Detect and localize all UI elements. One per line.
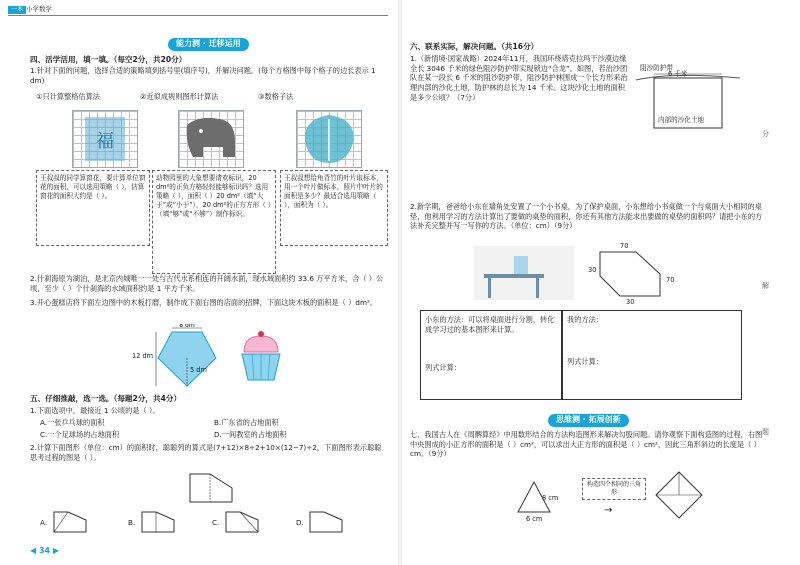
xiaodong-method-box — [420, 310, 562, 400]
shape-label-c[interactable]: C. — [212, 518, 220, 527]
option-c[interactable]: C.一个足球场的占地面积 — [40, 430, 120, 439]
card-window-flower: 王叔叔的同学算窗花，要计算单位窗花的面积，可以选用策略（ ），估算窗花的面积大约是（ ）。 — [36, 170, 150, 246]
option-a[interactable]: A.一张乒乓球的面积 — [40, 418, 105, 427]
board-dim-top: 8 dm — [179, 324, 195, 329]
construct-note: 构造四个相同的三角形 — [582, 478, 646, 500]
desk-dim-right: 70 — [666, 276, 675, 284]
desk-photo — [474, 246, 574, 300]
my-method-calc: 列式计算： — [567, 357, 603, 366]
section4-q2: 2.什刹海原为湖泊，是北京内城唯一一处与古代水系相连的开阔水面，现水域面积约 33.6 万平方米，合（ ）公顷，至少（ ）个什刹海的水域面积约是 1 平方千米。 — [30, 274, 384, 293]
xiaodong-method-text: 小东的方法：可以将桌面进行分割，转化成学习过的基本图形来计算。 — [425, 315, 555, 334]
section6-q2: 2.新学期，爸爸给小东在墙角处安置了一个小书桌，为了保护桌面，小东想给小书桌做一个与桌面大小相同的桌垫，他利用学习的方法计算出了要做的桌垫的面积，你还有其他方法能求出要做的桌垫的面积吗？请把小东的方法补充完整并写一写你的方法。（单位：cm）（9分） — [410, 202, 763, 231]
window-flower-grid — [72, 110, 138, 168]
section4-q3: 3.开心蛋糕店将下面左边图中的木板打磨，制作成下面右图的店面的招牌，下面这块木板的面积是（ ）dm²。 — [30, 298, 378, 307]
section4-title: 四、活学活用，填一填。（每空2分，共20分） — [30, 55, 187, 64]
header-line — [8, 15, 388, 16]
triangle-height: 8 cm — [542, 494, 559, 502]
header-series: 小学数学 — [26, 5, 52, 13]
desk-dim-top: 70 — [620, 242, 629, 250]
board-dim-inner: 5 dm — [190, 366, 207, 374]
section4-q1: 1.针对下面的问题，选择合适的策略填到括号里(填序号)，并解决问题。(每个方格图中每个格子的边长表示 1 dm) — [30, 66, 376, 85]
section6-q1: 1.（新情境·国家战略）2024年11月，我国环绕塔克拉玛干沙漠边缘全长 3046 千米的绿色阻沙防护带实现锁边“合龙”。如图，若治沙团队在某一段长 6 千米的阻沙防护带，阻沙防护林围成一个长方形来治理内部的沙化土地，防护林的总长为 14 千米。这块沙化土地的面积是多少公顷？（7分） — [410, 54, 628, 102]
elephant-grid — [178, 110, 244, 168]
page-number: ◀ 34 ▶ — [30, 546, 60, 555]
card-leaf: 王叔叔想给龟背竹的叶片取标本，用一个叶片做标本，照片中叶片的面积是多少？最适合选用策略（ ），面积为（ ）。 — [280, 170, 388, 246]
page-fold — [398, 0, 402, 565]
xiaodong-method-calc: 列式计算： — [425, 363, 461, 372]
left-banner: 能力测 · 迁移运用 — [168, 38, 249, 51]
sand-plot-length: 6 千米 — [668, 70, 688, 78]
my-method-text: 我的方法： — [567, 315, 603, 324]
triangle-width: 6 cm — [526, 515, 543, 523]
sand-plot-top-label: 阻沙防护带 — [640, 64, 673, 72]
desk-dim-bottom: 30 — [626, 298, 635, 306]
margin-note-1: 分 — [762, 130, 769, 138]
section6-title: 六、联系实际，解决问题。（共16分） — [410, 42, 539, 51]
board-figure — [150, 324, 230, 390]
trapezoid-figure — [180, 468, 240, 508]
option-d[interactable]: D.一间教室的占地面积 — [214, 430, 287, 439]
section5-q2: 2.计算下面图形（单位：cm）的面积时，聪聪列的算式是(7+12)×8÷2+10×(12−7)÷2，下面图形表示聪聪思考过程的图是（ ）。 — [30, 443, 382, 462]
shape-label-d[interactable]: D. — [296, 518, 304, 527]
shape-option-a[interactable] — [52, 508, 88, 534]
strategy-option-1: ①只计算整格估算法 — [36, 92, 100, 101]
elephant-icon — [179, 111, 243, 167]
section5-title: 五、仔细推敲，选一选。（每题2分，共4分） — [30, 394, 182, 403]
shape-option-c[interactable] — [224, 508, 260, 534]
page-number-value: 34 — [38, 546, 51, 555]
section7-text: 七、我国古人在《周髀算经》中用数形结合的方法构造图形来解决勾股问题。请你观察下面构造图的过程，右图中央围成的小正方形的面积是（ ）cm²，可以求出大正方形的面积是（ ）cm²，因此三角形斜边的长度是（ ）cm。（9分） — [410, 430, 763, 459]
shape-label-a[interactable]: A. — [40, 518, 48, 527]
strategy-option-2: ②近似成规则图形计算法 — [140, 92, 219, 101]
shape-label-b[interactable]: B. — [128, 518, 136, 527]
margin-note-2: 解 — [762, 282, 769, 290]
sand-plot-inner: 内部的沙化土地 — [658, 116, 705, 124]
my-method-box — [562, 310, 742, 400]
shape-option-b[interactable] — [140, 508, 176, 534]
desk-shape-figure — [590, 244, 670, 304]
window-flower-icon — [73, 111, 137, 167]
section5-q1: 1.下面选项中，最接近 1 公顷的是（ ）。 — [30, 406, 160, 415]
right-banner: 思维测 · 拓展创新 — [548, 414, 629, 427]
square-construction-figure — [654, 470, 704, 520]
svg-text:福: 福 — [96, 131, 114, 152]
board-dim-left: 12 dm — [132, 352, 154, 360]
cupcake-sign — [236, 330, 286, 382]
card-elephant: 动物园里的大象想要请欢标识，20 dm²的正负方格轻轻能够标识吗？选用策略（ ），面积（ ）20 dm²（填“大于”或“小于”），20 dm²的正方方形（ ）（填“够”或“不够”）制作标识。 — [152, 170, 276, 274]
sand-plot-figure — [632, 62, 744, 142]
shape-option-d[interactable] — [308, 508, 344, 534]
strategy-option-3: ③数格子法 — [258, 92, 294, 101]
leaf-icon — [297, 111, 361, 167]
header-badge: 一本 — [8, 6, 26, 14]
option-b[interactable]: B.广东省的占地面积 — [214, 418, 279, 427]
margin-note-3: 题 — [762, 428, 769, 436]
leaf-grid — [296, 110, 362, 168]
construct-arrow-icon: → — [604, 505, 613, 516]
desk-dim-left: 30 — [588, 266, 597, 274]
